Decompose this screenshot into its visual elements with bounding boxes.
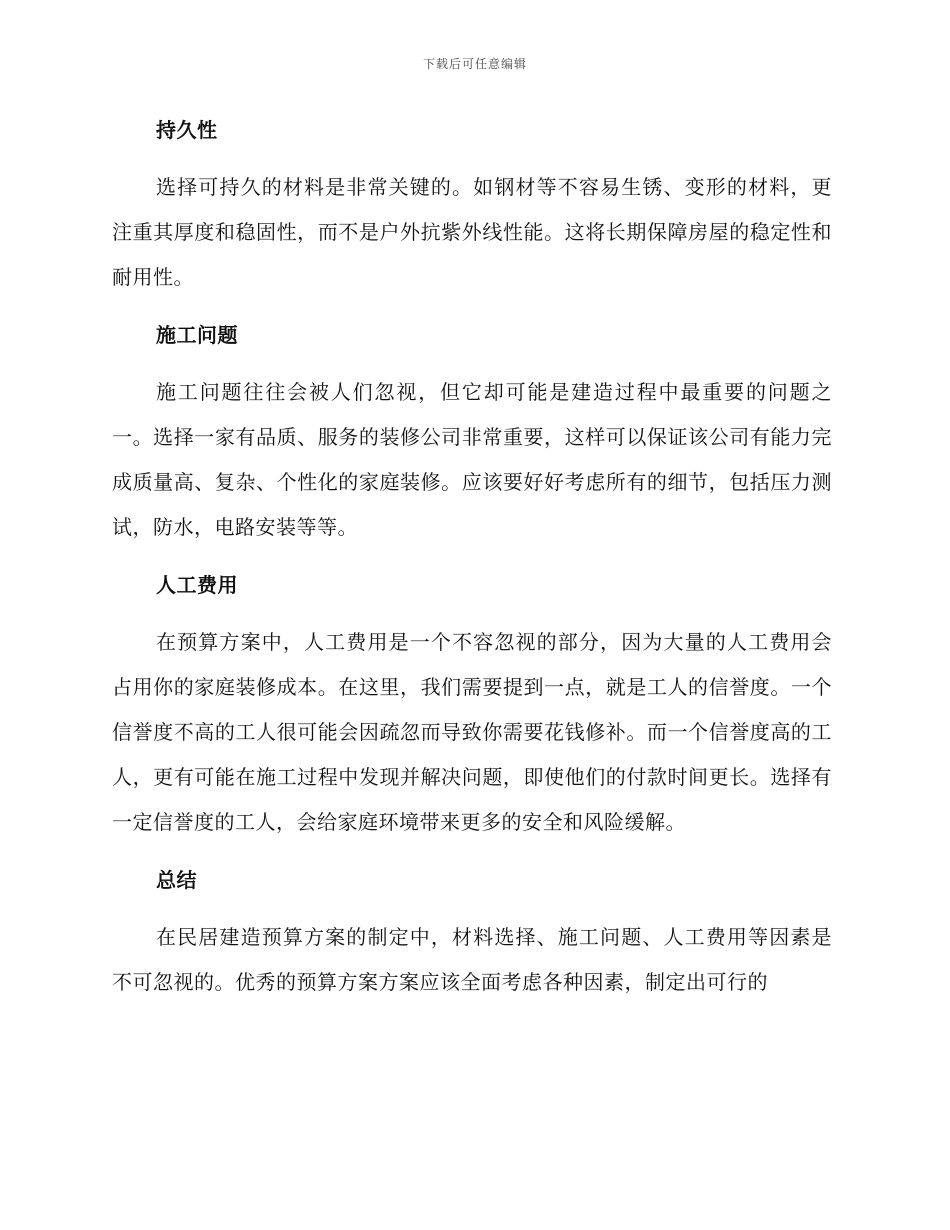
section-heading-labor-cost: 人工费用 (156, 573, 238, 597)
section-heading-summary: 总结 (156, 868, 197, 892)
section-paragraph-labor-cost: 在预算方案中，人工费用是一个不容忽视的部分，因为大量的人工费用会占用你的家庭装修成本。在这里，我们需要提到一点，就是工人的信誉度。一个信誉度不高的工人很可能会因疏忽而导致你需要花钱修补。而一个信誉度高的工人，更有可能在施工过程中发现并解决问题，即使他们的付款时间更长。选择有一定信誉度的工人，会给家庭环境带来更多的安全和风险缓解。 (112, 630, 832, 834)
section-paragraph-durability: 选择可持久的材料是非常关键的。如钢材等不容易生锈、变形的材料，更注重其厚度和稳固性，而不是户外抗紫外线性能。这将长期保障房屋的稳定性和耐用性。 (112, 175, 832, 289)
section-heading-durability: 持久性 (156, 118, 218, 142)
document-body (112, 108, 832, 1005)
section-paragraph-construction: 施工问题往往会被人们忽视，但它却可能是建造过程中最重要的问题之一。选择一家有品质、服务的装修公司非常重要，这样可以保证该公司有能力完成质量高、复杂、个性化的家庭装修。应该要好好考虑所有的细节，包括压力测试，防水，电路安装等等。 (112, 380, 832, 539)
page-header: 下载后可任意编辑 (422, 57, 527, 71)
section-heading-construction: 施工问题 (156, 323, 238, 347)
section-paragraph-summary: 在民居建造预算方案的制定中，材料选择、施工问题、人工费用等因素是不可忽视的。优秀的预算方案方案应该全面考虑各种因素，制定出可行的 (112, 925, 832, 994)
